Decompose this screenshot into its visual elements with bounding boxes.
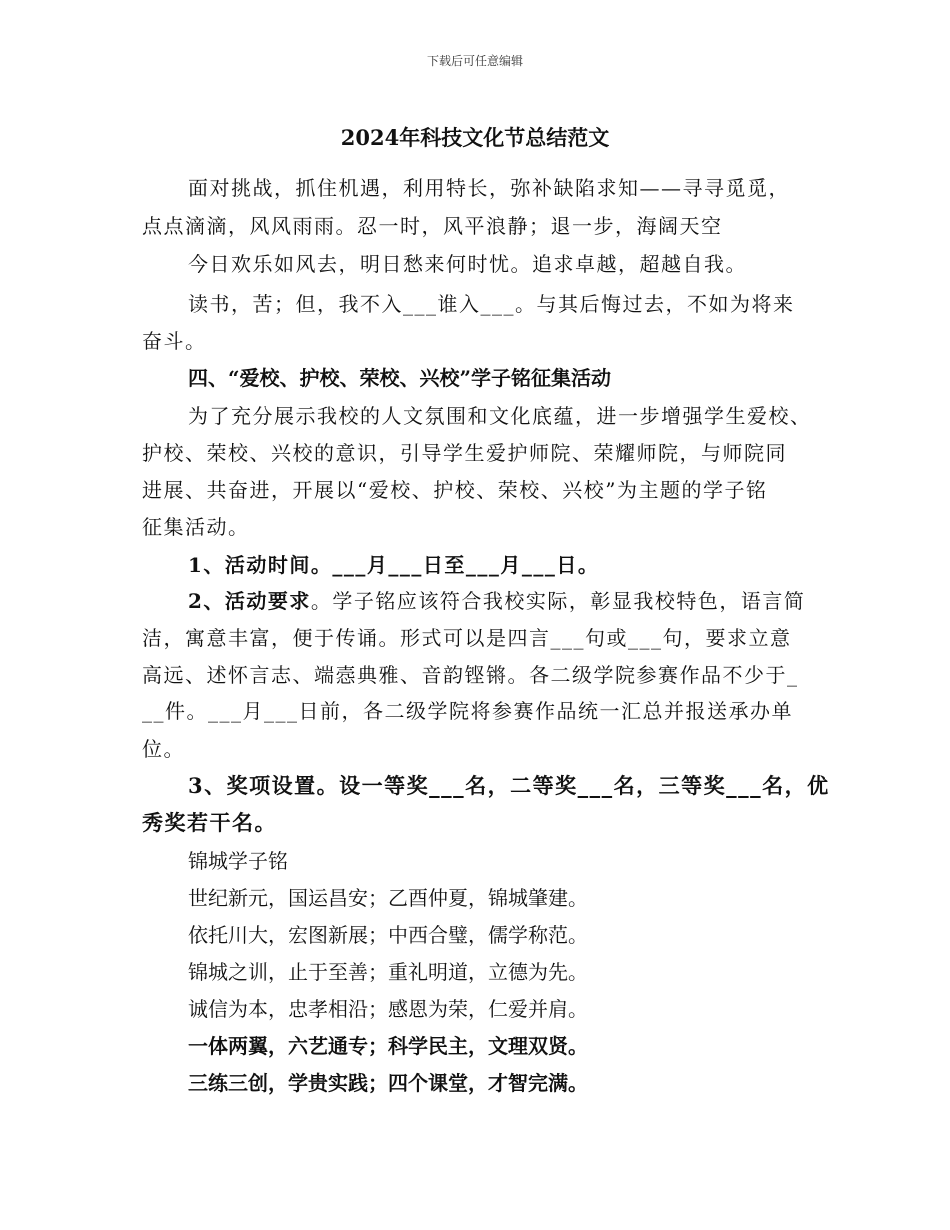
poem-line: 锦城之训，止于至善；重礼明道，立德为先。 [188,960,588,984]
poem-line: 三练三创，学贵实践；四个课堂，才智完满。 [188,1071,588,1095]
paragraph-line: 面对挑战，抓住机遇，利用特长，弥补缺陷求知——寻寻觅觅， [188,176,790,200]
poem-line: 一体两翼，六艺通专；科学民主，文理双贤。 [188,1034,588,1058]
poem-line: 世纪新元，国运昌安；乙酉仲夏，锦城肇建。 [188,886,588,910]
section-heading: 四、“爱校、护校、荣校、兴校”学子铭征集活动 [188,366,612,390]
poem-title: 锦城学子铭 [188,849,288,873]
paragraph-line: 护校、荣校、兴校的意识，引导学生爱护师院、荣耀师院，与师院同 [142,441,787,465]
paragraph-line: 奋斗。 [142,329,207,353]
paragraph-line: 今日欢乐如风去，明日愁来何时忧。追求卓越，超越自我。 [188,252,747,276]
item-activity-time: 1、活动时间。___月___日至___月___日。 [188,553,600,577]
paragraph-line: 征集活动。 [142,515,250,539]
item-awards: 3、奖项设置。设一等奖___名，二等奖___名，三等奖___名，优 [188,773,830,798]
paragraph-line: 位。 [142,737,185,761]
paragraph-line: 秀奖若干名。 [142,810,277,835]
document-title: 2024年科技文化节总结范文 [340,125,610,150]
paragraph-line: 进展、共奋进，开展以“爱校、护校、荣校、兴校”为主题的学子铭 [142,478,768,502]
paragraph-line: 洁，寓意丰富，便于传诵。形式可以是四言___句或___句，要求立意 [142,626,792,650]
page-header: 下载后可任意编辑 [426,54,523,68]
item-activity-requirements [188,585,805,614]
paragraph-line: 读书，苦；但，我不入___谁入___。与其后悔过去，不如为将来 [188,292,795,316]
paragraph-line: 高远、述怀言志、端悫典雅、音韵铿锵。各二级学院参赛作品不少于_ [142,663,799,687]
paragraph-line: 为了充分展示我校的人文氛围和文化底蕴，进一步增强学生爱校、 [188,404,812,428]
item-heading: 2、活动要求 [188,589,311,613]
poem-line: 诚信为本，忠孝相沿；感恩为荣，仁爱并肩。 [188,997,588,1021]
paragraph-line: __件。___月___日前，各二级学院将参赛作品统一汇总并报送承办单 [142,699,793,723]
paragraph-line: 点点滴滴，风风雨雨。忍一时，风平浪静；退一步，海阔天空 [142,214,723,238]
poem-line: 依托川大，宏图新展；中西合璧，儒学称范。 [188,923,588,947]
item-text: 。学子铭应该符合我校实际，彰显我校特色，语言简 [310,589,806,613]
